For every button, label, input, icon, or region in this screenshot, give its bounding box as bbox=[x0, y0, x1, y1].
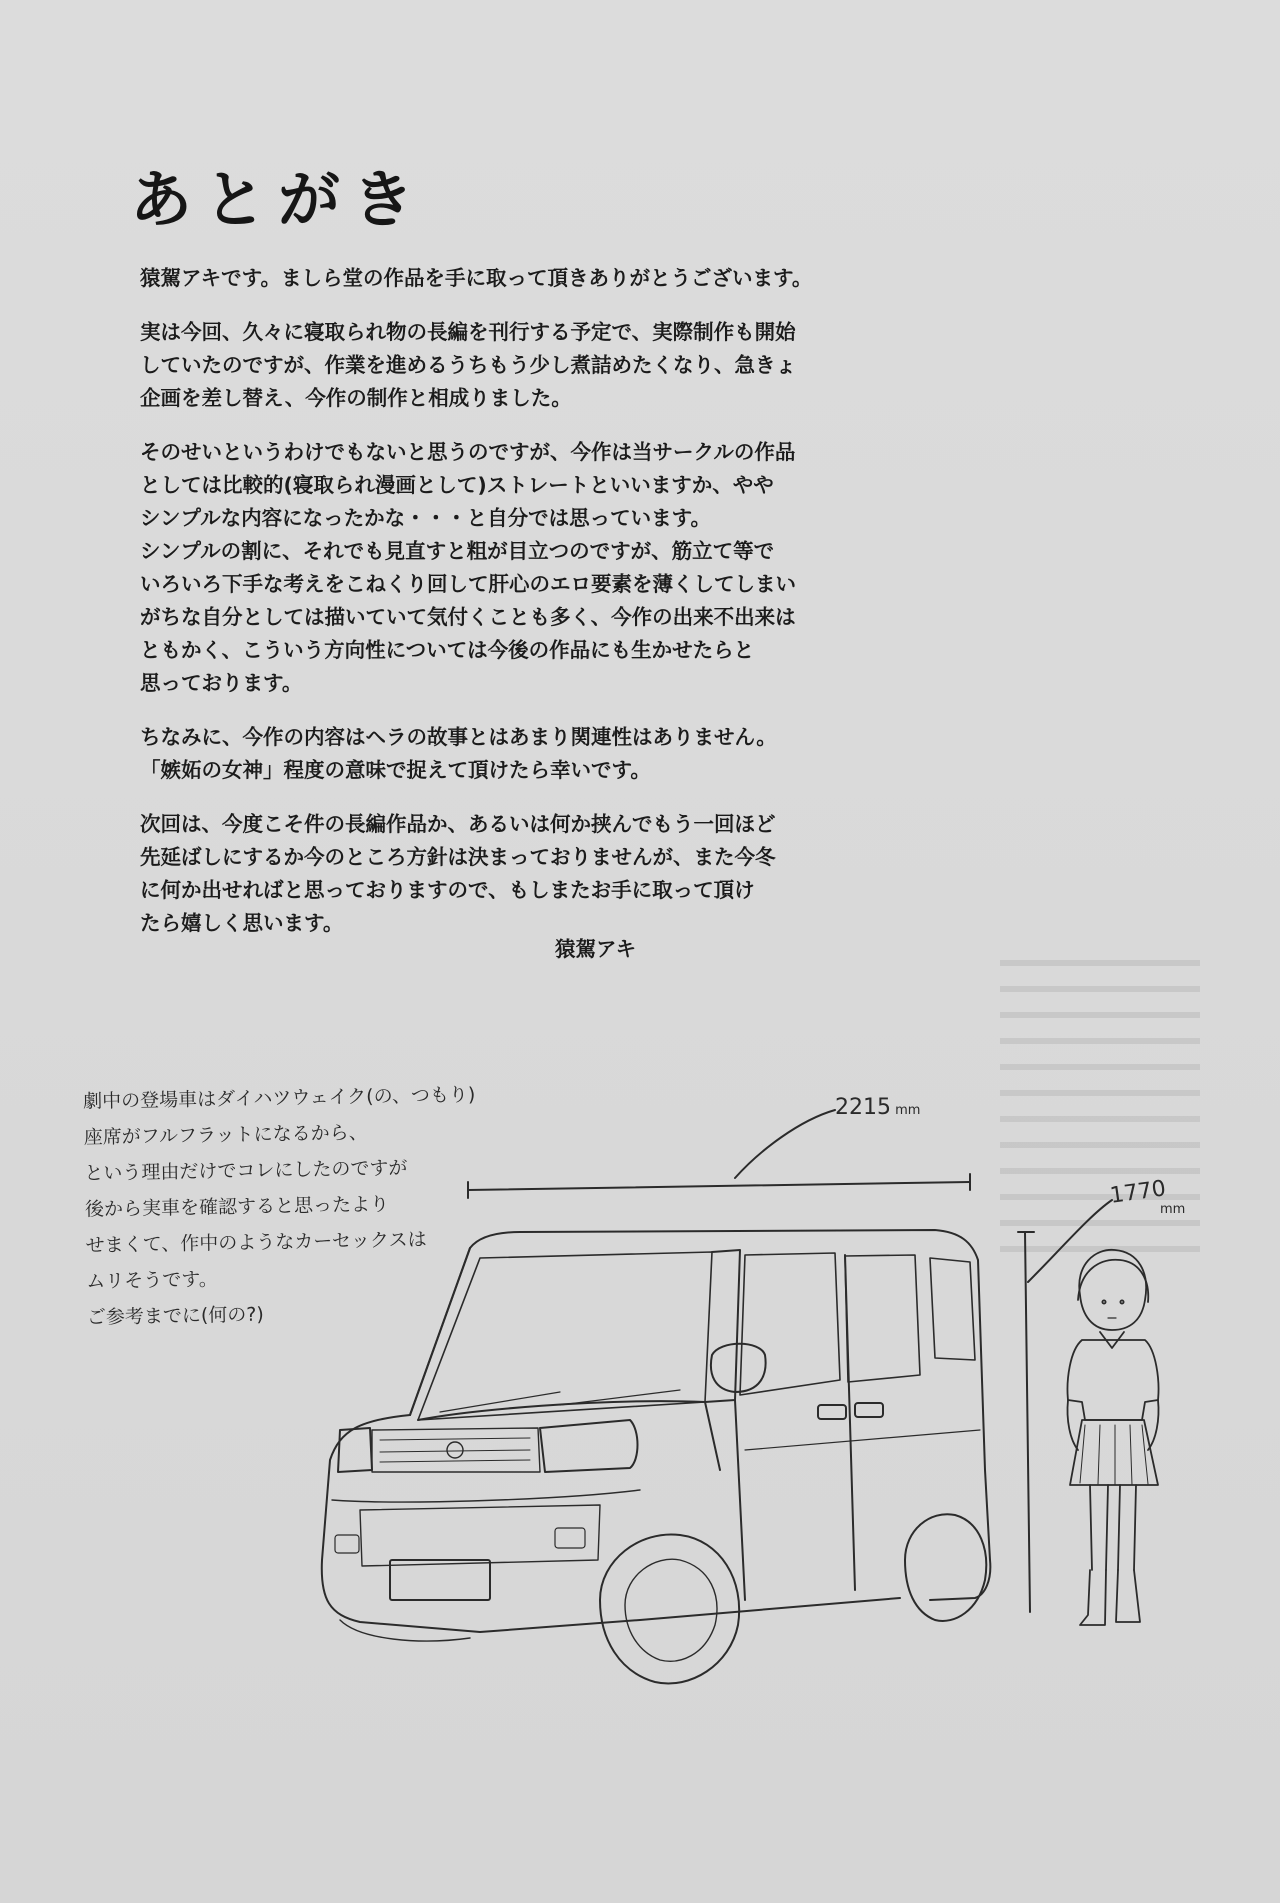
height-dimension-label: 1770 bbox=[1108, 1176, 1168, 1209]
text-line: に何か出せればと思っておりますので、もしまたお手に取って頂け bbox=[140, 878, 755, 902]
text-line: ともかく、こういう方向性については今後の作品にも生かせたらと bbox=[140, 638, 755, 662]
width-dimension-line bbox=[468, 1110, 970, 1198]
width-unit: mm bbox=[895, 1103, 921, 1118]
text-line: 実は今回、久々に寝取られ物の長編を刊行する予定で、実際制作も開始 bbox=[140, 320, 796, 344]
text-line: していたのですが、作業を進めるうちもう少し煮詰めたくなり、急きょ bbox=[140, 353, 796, 377]
note-line: 後から実車を確認すると思ったより bbox=[84, 1193, 390, 1221]
text-line: としては比較的(寝取られ漫画として)ストレートといいますか、やや bbox=[140, 473, 774, 497]
text-line: たら嬉しく思います。 bbox=[140, 911, 344, 935]
van-body bbox=[322, 1230, 991, 1632]
text-line: 思っております。 bbox=[140, 671, 303, 695]
page-title: あとがき bbox=[130, 163, 427, 236]
note-line: という理由だけでコレにしたのですが bbox=[84, 1157, 408, 1185]
width-value: 2215 bbox=[835, 1095, 891, 1120]
text-line: 猿駕アキです。ましら堂の作品を手に取って頂きありがとうございます。 bbox=[140, 266, 813, 290]
author-signature: 猿駕アキ bbox=[555, 937, 637, 961]
note-line: ムリそうです。 bbox=[86, 1268, 218, 1293]
note-line: せまくて、作中のようなカーセックスは bbox=[85, 1228, 427, 1257]
note-line: 劇中の登場車はダイハツウェイク(の、つもり) bbox=[82, 1083, 476, 1113]
text-line: 「嫉妬の女神」程度の意味で捉えて頂けたら幸いです。 bbox=[140, 758, 651, 782]
text-line: シンプルの割に、それでも見直すと粗が目立つのですが、筋立て等で bbox=[140, 539, 775, 563]
text-line: いろいろ下手な考えをこねくり回して肝心のエロ要素を薄くしてしまい bbox=[140, 572, 796, 596]
height-dimension-line bbox=[1018, 1200, 1112, 1612]
text-line: がちな自分としては描いていて気付くことも多く、今作の出来不出来は bbox=[140, 605, 796, 629]
text-line: 先延ばしにするか今のところ方針は決まっておりませんが、また今冬 bbox=[140, 845, 776, 869]
text-line: 企画を差し替え、今作の制作と相成りました。 bbox=[140, 386, 572, 410]
girl-sketch-icon bbox=[1067, 1250, 1158, 1625]
text-line: そのせいというわけでもないと思うのですが、今作は当サークルの作品 bbox=[140, 440, 796, 464]
text-line: シンプルな内容になったかな・・・と自分では思っています。 bbox=[140, 506, 712, 530]
height-unit: mm bbox=[1160, 1202, 1186, 1217]
note-line: ご参考までに(何の?) bbox=[86, 1303, 265, 1329]
text-line: ちなみに、今作の内容はヘラの故事とはあまり関連性はありません。 bbox=[140, 725, 777, 749]
text-line: 次回は、今度こそ件の長編作品か、あるいは何か挟んでもう一回ほど bbox=[140, 812, 776, 836]
note-line: 座席がフルフラットになるから、 bbox=[83, 1121, 368, 1149]
